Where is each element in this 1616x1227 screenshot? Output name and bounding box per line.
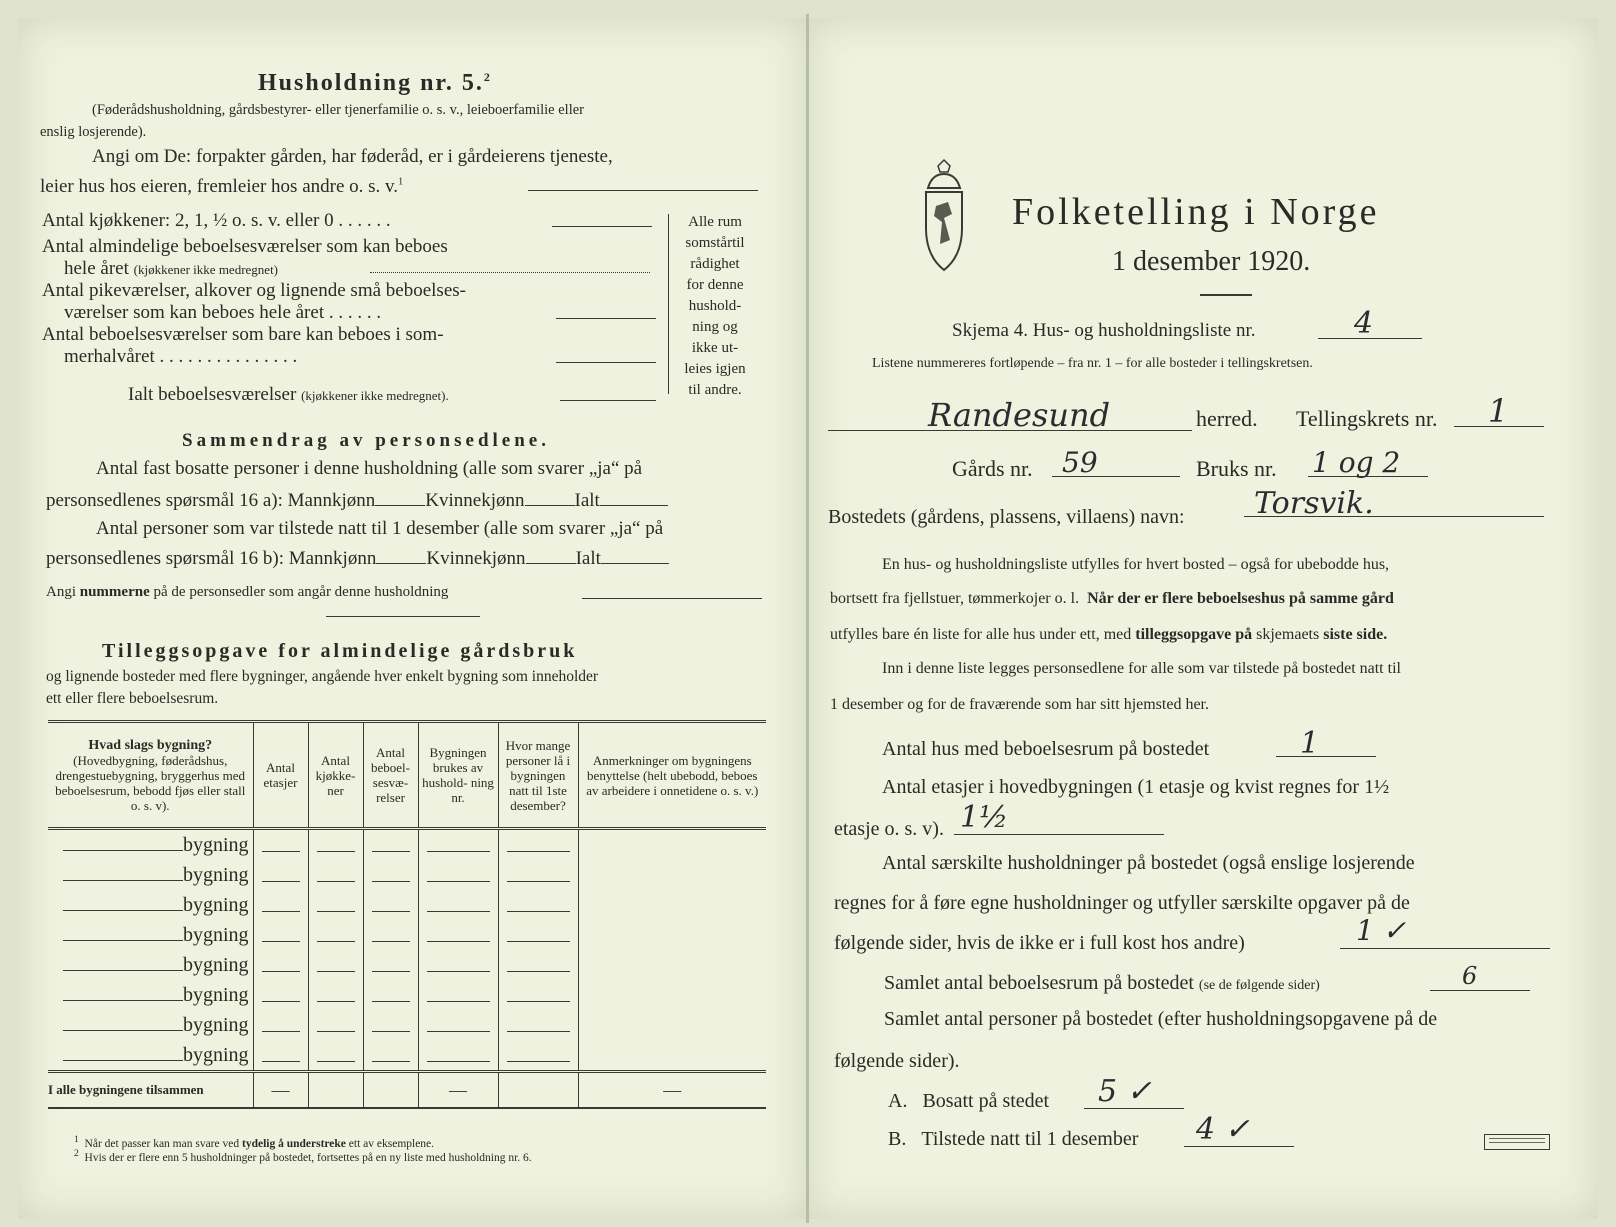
addendum-line-1: og lignende bosteder med flere bygninger, angående hver enkelt bygning som inneholder — [46, 668, 599, 685]
building-table — [48, 720, 766, 1109]
addendum-line-2: ett eller flere beboelsesrum. — [46, 690, 219, 707]
krets-value: 1 — [1488, 392, 1509, 430]
summary-line-2: personsedlenes spørsmål 16 a): Mannkjønn Kvinnekjønn Ialt — [46, 490, 668, 512]
summary-line-4: personsedlenes spørsmål 16 b): Mannkjønn Kvinnekjønn Ialt — [46, 548, 669, 570]
present-value: 4 ✓ — [1196, 1112, 1250, 1147]
summer-rooms-line — [556, 362, 656, 363]
total-rooms-line — [560, 400, 656, 401]
herred-label: herred. — [1196, 406, 1258, 431]
bosted-label: Bostedets (gårdens, plassens, villaens) navn: — [828, 506, 1185, 528]
herred-value: Randesund — [928, 396, 1111, 434]
persons-question-2: følgende sider). — [834, 1050, 960, 1072]
col-rooms: Antal beboel- sesvæ- relser — [363, 722, 418, 829]
table-row: bygning — [48, 860, 766, 890]
col-building-type: Hvad slags bygning? (Hovedbygning, føderådshus, drengestuebygning, bryggerhus med beboelsesrum, bebodd fjøs eller stall o. s. v). — [55, 738, 246, 813]
census-title: Folketelling i Norge — [1012, 191, 1380, 233]
schema-value: 4 — [1354, 306, 1374, 341]
gards-value: 59 — [1062, 446, 1098, 479]
hh-question-3: følgende sider, hvis de ikke er i full kost hos andre) — [834, 932, 1245, 954]
summary-numbers-line — [582, 598, 762, 599]
summary-divider — [326, 616, 480, 617]
maid-rooms-label-1: Antal pikeværelser, alkover og lignende små beboelses- — [42, 280, 466, 301]
gards-label: Gårds nr. — [952, 456, 1033, 481]
rooms-line — [1430, 990, 1530, 991]
resident-value: 5 ✓ — [1098, 1074, 1152, 1109]
angi-answer-line — [528, 190, 758, 191]
page-fold — [806, 14, 809, 1223]
summer-rooms-label-2: merhalvåret . . . . . . . . . . . . . . . — [64, 346, 298, 367]
table-total-row: I alle bygningene tilsammen — — — — [48, 1072, 766, 1109]
houses-question: Antal hus med beboelsesrum på bostedet — [882, 738, 1210, 760]
ordinary-rooms-label-1: Antal almindelige beboelsesværelser som kan beboes — [42, 236, 448, 257]
col-kitchens: Antal kjøkke- ner — [308, 722, 363, 829]
table-row: bygning — [48, 829, 766, 861]
rooms-question: Samlet antal beboelsesrum på bostedet (se de følgende sider) — [884, 972, 1320, 994]
col-persons: Hvor mange personer lå i bygningen natt til 1ste desember? — [498, 722, 578, 829]
printer-stamp — [1484, 1134, 1550, 1150]
coat-of-arms-icon — [918, 158, 970, 276]
kitchens-label: Antal kjøkkener: 2, 1, ½ o. s. v. eller 0 . . . . . . — [42, 210, 391, 231]
col-remarks: Anmerkninger om bygningens benyttelse (helt ubebodd, beboes av arbeidere i onnetidene o. s. v.) — [578, 722, 766, 829]
table-row: bygning — [48, 1010, 766, 1040]
hh-question-2: regnes for å føre egne husholdninger og utfyller særskilte opgaver på de — [834, 892, 1410, 914]
resident-label: A. Bosatt på stedet — [888, 1090, 1050, 1112]
table-row: bygning — [48, 980, 766, 1010]
summary-line-5: Angi nummerne på de personsedler som angår denne husholdning — [46, 584, 449, 600]
floors-question-2: etasje o. s. v). — [834, 818, 944, 840]
ordinary-rooms-dots — [370, 272, 650, 273]
present-label: B. Tilstede natt til 1 desember — [888, 1128, 1139, 1150]
footnote-1: $^1$ Når det passer kan man svare ved tydelig å understreke ett av eksemplene. — [74, 1134, 435, 1150]
side-note: Alle rum somstårtil rådighet for denne hushold- ning og ikke ut- leies igjen til andre. — [684, 214, 746, 398]
addendum-title: Tilleggsopgave for almindelige gårdsbruk — [102, 640, 578, 662]
numbering-note: Listene nummereres fortløpende – fra nr. 1 – for alle bosteder i tellingskretsen. — [872, 356, 1313, 371]
instr-line-4: Inn i denne liste legges personsedlene for alle som var tilstede på bostedet natt til — [882, 660, 1401, 677]
angi-line-1: Angi om De: forpakter gården, har føderåd, er i gårdeierens tjeneste, — [92, 146, 613, 167]
maid-rooms-label-2: værelser som kan beboes hele året . . . . . . — [64, 302, 382, 323]
hh-value: 1 ✓ — [1356, 914, 1407, 947]
maid-rooms-line — [556, 318, 656, 319]
instr-line-3: utfylles bare én liste for alle hus under ett, med tilleggsopgave på skjemaets siste side. — [830, 626, 1388, 643]
census-date: 1 desember 1920. — [1112, 246, 1311, 277]
bosted-value: Torsvik. — [1254, 486, 1374, 521]
angi-line-2: leier hus hos eieren, fremleier hos andre o. s. v.$^1$ — [40, 176, 404, 197]
ordinary-rooms-label-2: hele året (kjøkkener ikke medregnet) — [64, 258, 279, 279]
instr-line-2: bortsett fra fjellstuer, tømmerkojer o. l. Når der er flere beboelseshus på samme gård — [830, 590, 1394, 607]
intro-line-1: (Føderådshusholdning, gårdsbestyrer- eller tjenerfamilie o. s. v., leieboerfamilie eller — [92, 102, 585, 118]
hh-question-1: Antal særskilte husholdninger på bostedet (også enslige losjerende — [882, 852, 1415, 874]
persons-question-1: Samlet antal personer på bostedet (efter husholdningsopgavene på de — [884, 1008, 1438, 1030]
houses-line — [1276, 756, 1376, 757]
table-row: bygning — [48, 1040, 766, 1072]
schema-label: Skjema 4. Hus- og husholdningsliste nr. — [952, 320, 1256, 341]
rooms-value: 6 — [1462, 962, 1478, 990]
instr-line-5: 1 desember og for de fraværende som har sitt hjemsted her. — [830, 696, 1209, 713]
houses-value: 1 — [1300, 726, 1320, 761]
table-row: bygning — [48, 950, 766, 980]
bruks-value: 1 og 2 — [1312, 446, 1401, 479]
title-divider — [1200, 294, 1252, 296]
table-row: bygning — [48, 920, 766, 950]
total-rooms-label: Ialt beboelsesværelser (kjøkkener ikke medregnet). — [128, 384, 449, 405]
footnote-2: $^2$ Hvis der er flere enn 5 husholdninger på bostedet, fortsettes på en ny liste med husholdning nr. 6. — [74, 1148, 532, 1164]
table-row: bygning — [48, 890, 766, 920]
intro-line-2: enslig losjerende). — [40, 124, 147, 140]
instr-line-1: En hus- og husholdningsliste utfylles for hvert bosted – også for ubebodde hus, — [882, 556, 1390, 573]
summer-rooms-label-1: Antal beboelsesværelser som bare kan beboes i som- — [42, 324, 444, 345]
floors-question-1: Antal etasjer i hovedbygningen (1 etasje og kvist regnes for 1½ — [882, 776, 1390, 798]
bruks-label: Bruks nr. — [1196, 456, 1277, 481]
col-household: Bygningen brukes av hushold- ning nr. — [418, 722, 498, 829]
summary-line-3: Antal personer som var tilstede natt til 1 desember (alle som svarer „ja“ på — [96, 518, 664, 539]
summary-line-1: Antal fast bosatte personer i denne husholdning (alle som svarer „ja“ på — [96, 458, 643, 479]
col-floors: Antal etasjer — [253, 722, 308, 829]
floors-value: 1½ — [960, 800, 1009, 835]
krets-label: Tellingskrets nr. — [1296, 406, 1438, 431]
summary-title: Sammendrag av personsedlene. — [182, 430, 550, 451]
kitchens-line — [552, 226, 652, 227]
hh-line — [1340, 948, 1550, 949]
household-heading: Husholdning nr. 5.$^2$ — [258, 70, 492, 96]
